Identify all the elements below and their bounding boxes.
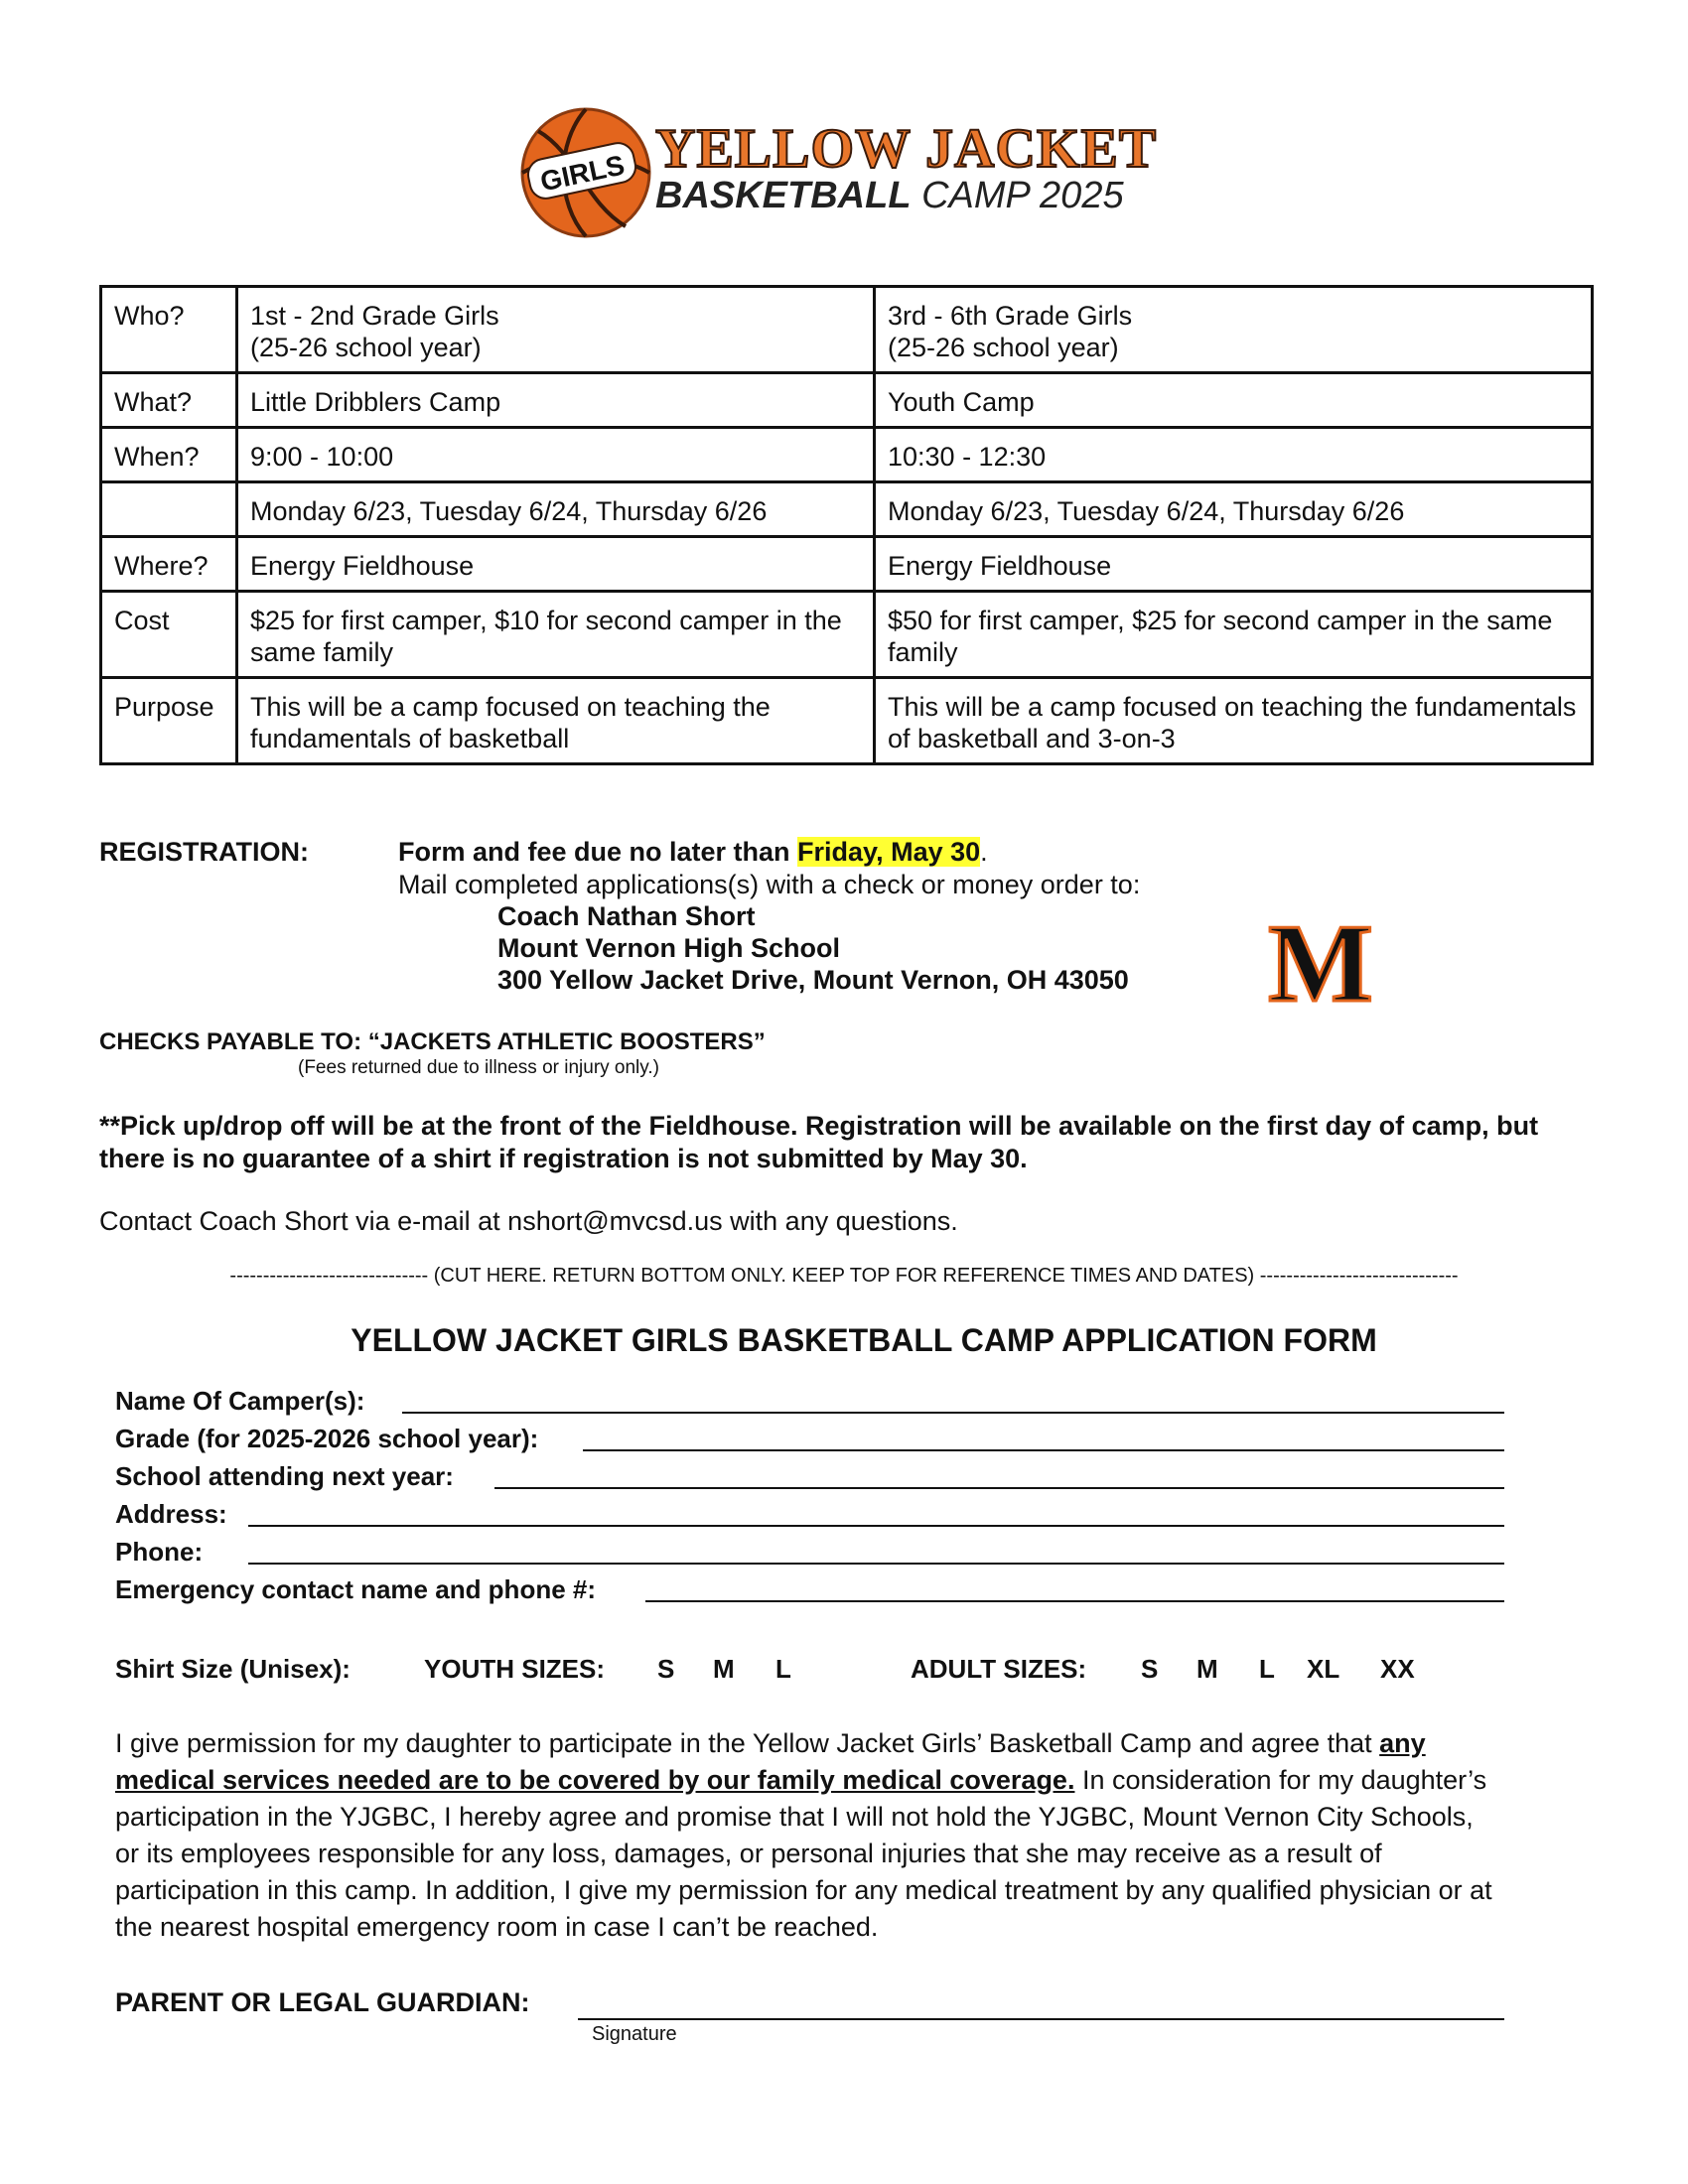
youth-camp-cell: 3rd - 6th Grade Girls (25-26 school year): [875, 287, 1593, 373]
registration-due: Form and fee due no later than Friday, May 30.: [398, 837, 988, 867]
row-label: Purpose: [101, 678, 237, 764]
row-label: [101, 482, 237, 537]
row-label: Where?: [101, 537, 237, 592]
cut-line: ------------------------------ (CUT HERE. RETURN BOTTOM ONLY. KEEP TOP FOR REFERENCE TIMES AND DATES) ------------------------------: [229, 1265, 1459, 1287]
camp-info-table: [99, 285, 1594, 765]
phone-input-line[interactable]: [248, 1563, 1504, 1565]
address-line: Mount Vernon High School: [497, 933, 840, 963]
adult-size-option[interactable]: L: [1259, 1654, 1275, 1684]
due-date-highlight: Friday, May 30: [797, 837, 981, 867]
checks-payable: CHECKS PAYABLE TO: “JACKETS ATHLETIC BOOSTERS”: [99, 1028, 766, 1055]
field-label-camper-name: Name Of Camper(s):: [115, 1386, 365, 1416]
youth-camp-cell: Energy Fieldhouse: [875, 537, 1593, 592]
row-label: Who?: [101, 287, 237, 373]
camper-name-input-line[interactable]: [402, 1412, 1504, 1414]
svg-text:M: M: [1268, 913, 1373, 1013]
registration-mail-text: Mail completed applications(s) with a check or money order to:: [398, 870, 1141, 899]
youth-camp-cell: This will be a camp focused on teaching the fundamentals of basketball and 3-on-3: [875, 678, 1593, 764]
shirt-size-label: Shirt Size (Unisex):: [115, 1654, 351, 1684]
permission-paragraph: I give permission for my daughter to participate in the Yellow Jacket Girls’ Basketball Camp and agree that any medical services needed are to be covered by our family medical coverage. In consideration for my daughter’s participation in the YJGBC, I hereby agree and promise that I will not hold the YJGBC, Mount Vernon City Schools, or its employees responsible for any loss, damages, or personal injuries that she may receive as a result of participation in this camp. In addition, I give my permission for any medical treatment by any qualified physician or at the nearest hospital emergency room in case I can’t be reached.: [115, 1728, 1492, 1942]
logo-badge: GIRLS: [537, 149, 628, 198]
emergency-input-line[interactable]: [645, 1600, 1504, 1602]
field-label-phone: Phone:: [115, 1537, 204, 1567]
field-label-grade: Grade (for 2025-2026 school year):: [115, 1424, 539, 1453]
school-m-logo: [1256, 913, 1385, 1013]
row-label: When?: [101, 428, 237, 482]
contact-line: Contact Coach Short via e-mail at nshort@mvcsd.us with any questions.: [99, 1206, 958, 1236]
adult-size-option[interactable]: S: [1141, 1654, 1159, 1684]
field-label-emergency: Emergency contact name and phone #:: [115, 1574, 597, 1604]
address-input-line[interactable]: [248, 1525, 1504, 1527]
youth-camp-cell: Monday 6/23, Tuesday 6/24, Thursday 6/26: [875, 482, 1593, 537]
youth-size-option[interactable]: M: [713, 1654, 735, 1684]
logo-subtitle: BASKETBALL CAMP 2025: [655, 175, 1124, 216]
address-line: Coach Nathan Short: [497, 901, 756, 931]
adult-sizes-label: ADULT SIZES:: [911, 1654, 1087, 1684]
registration-label: REGISTRATION:: [99, 837, 309, 867]
info-table-row: [101, 592, 1593, 678]
youth-size-option[interactable]: L: [775, 1654, 791, 1684]
logo-title: YELLOW JACKET: [655, 118, 1158, 180]
field-label-school: School attending next year:: [115, 1461, 454, 1491]
youth-size-option[interactable]: S: [657, 1654, 675, 1684]
younger-camp-cell: Energy Fieldhouse: [237, 537, 875, 592]
guardian-label: PARENT OR LEGAL GUARDIAN:: [115, 1987, 530, 2017]
younger-camp-cell: Little Dribblers Camp: [237, 373, 875, 428]
adult-size-option[interactable]: XL: [1307, 1654, 1340, 1684]
youth-camp-cell: $50 for first camper, $25 for second camper in the same family: [875, 592, 1593, 678]
row-label: Cost: [101, 592, 237, 678]
school-input-line[interactable]: [494, 1487, 1504, 1489]
info-table-row: [101, 428, 1593, 482]
info-table-row: [101, 287, 1593, 373]
adult-size-option[interactable]: M: [1196, 1654, 1218, 1684]
younger-camp-cell: This will be a camp focused on teaching the fundamentals of basketball: [237, 678, 875, 764]
adult-size-option[interactable]: XX: [1380, 1654, 1415, 1684]
younger-camp-cell: $25 for first camper, $10 for second camper in the same family: [237, 592, 875, 678]
younger-camp-cell: 1st - 2nd Grade Girls (25-26 school year): [237, 287, 875, 373]
fees-note: (Fees returned due to illness or injury only.): [298, 1057, 659, 1078]
form-title: YELLOW JACKET GIRLS BASKETBALL CAMP APPLICATION FORM: [351, 1322, 1377, 1358]
younger-camp-cell: Monday 6/23, Tuesday 6/24, Thursday 6/26: [237, 482, 875, 537]
address-line: 300 Yellow Jacket Drive, Mount Vernon, OH 43050: [497, 965, 1129, 995]
info-table-row: [101, 537, 1593, 592]
youth-sizes-label: YOUTH SIZES:: [424, 1654, 606, 1684]
field-label-address: Address:: [115, 1499, 227, 1529]
youth-camp-cell: 10:30 - 12:30: [875, 428, 1593, 482]
info-table-row: [101, 373, 1593, 428]
grade-input-line[interactable]: [583, 1449, 1504, 1451]
info-table-row: [101, 482, 1593, 537]
basketball-icon: [516, 103, 655, 242]
youth-camp-cell: Youth Camp: [875, 373, 1593, 428]
medical-coverage-clause: any medical services needed are to be covered by our family medical coverage.: [115, 1728, 1426, 1795]
camp-logo: [516, 99, 1172, 248]
signature-label: Signature: [592, 2023, 677, 2045]
signature-input-line[interactable]: [578, 2018, 1504, 2020]
pickup-note: **Pick up/drop off will be at the front of the Fieldhouse. Registration will be available on the first day of camp, but there is no guarantee of a shirt if registration is not submitted by May 30.: [99, 1111, 1539, 1173]
younger-camp-cell: 9:00 - 10:00: [237, 428, 875, 482]
info-table-row: [101, 678, 1593, 764]
row-label: What?: [101, 373, 237, 428]
